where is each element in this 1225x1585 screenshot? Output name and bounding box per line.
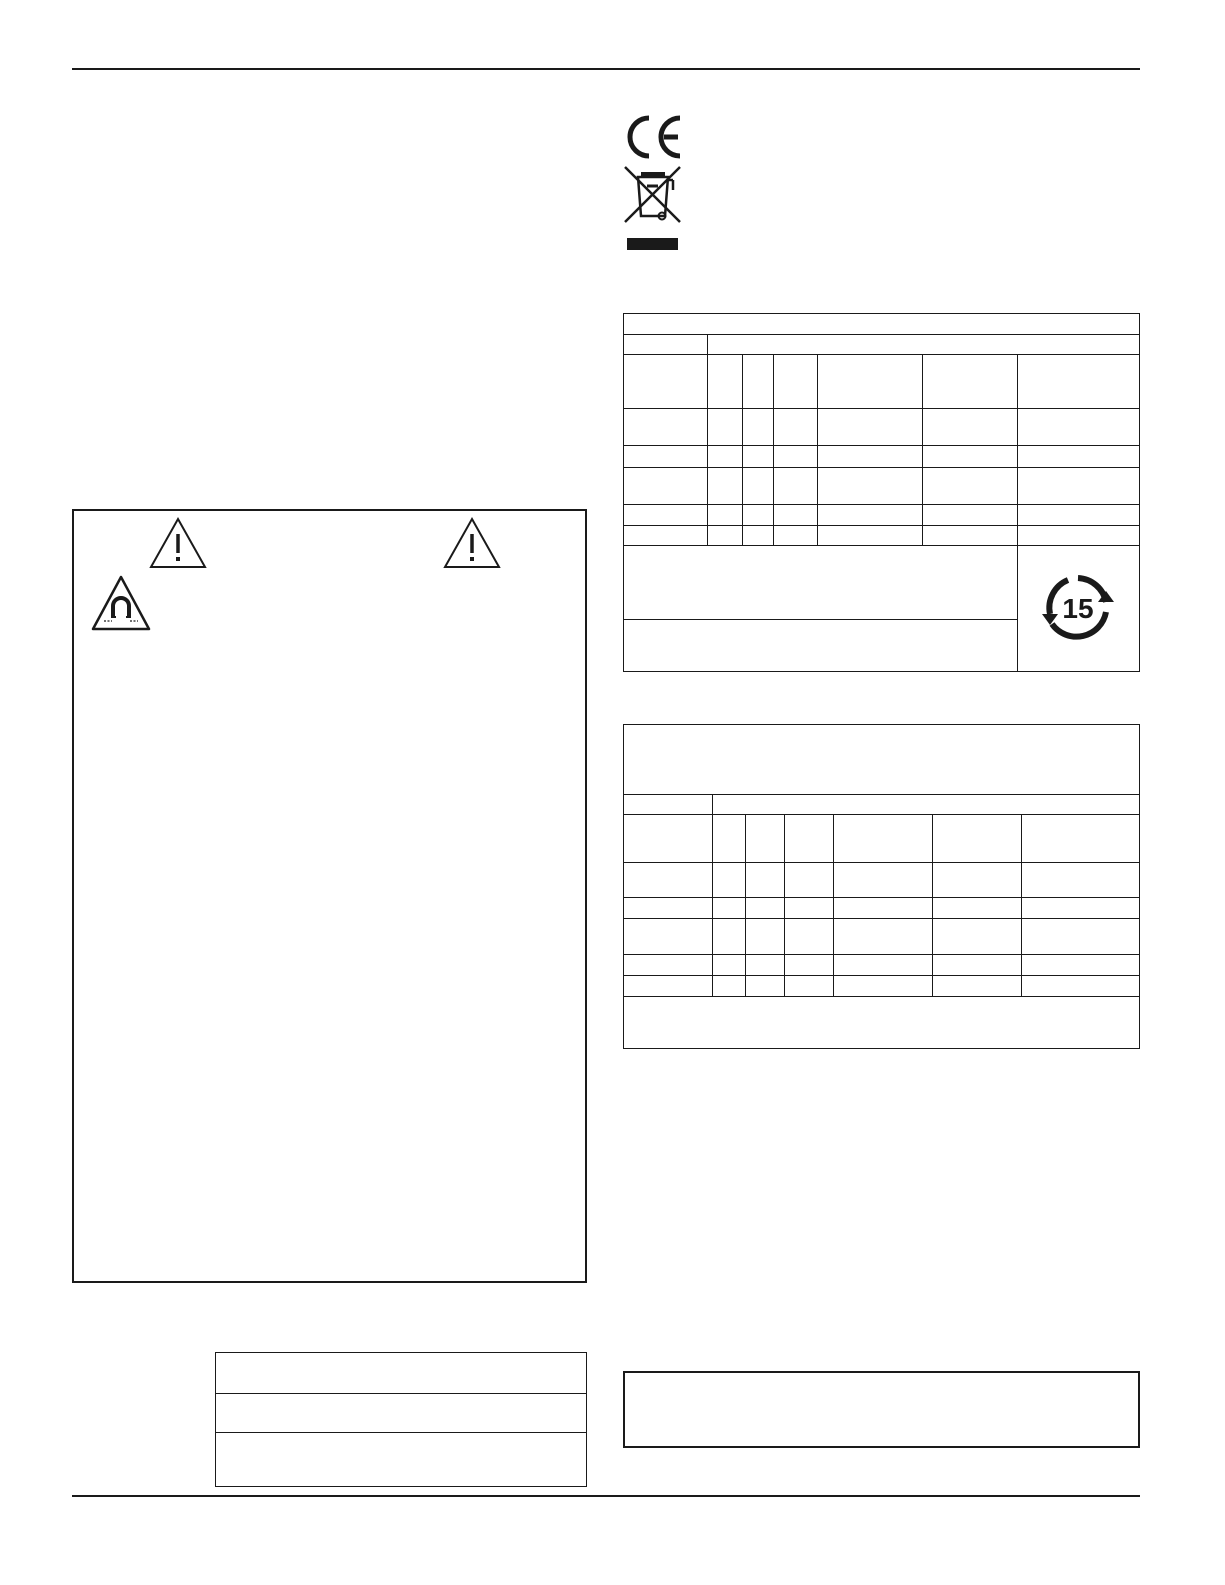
table-line bbox=[623, 525, 1140, 526]
table-line bbox=[623, 354, 1140, 355]
table-line bbox=[623, 467, 1140, 468]
crossed-out-wheelie-bin-icon bbox=[622, 164, 684, 252]
table-line bbox=[623, 918, 1140, 919]
table-line bbox=[922, 354, 923, 545]
table-line bbox=[623, 408, 1140, 409]
notice-box bbox=[623, 1371, 1140, 1448]
table-line bbox=[712, 794, 713, 996]
table-line bbox=[833, 814, 834, 996]
table-line bbox=[1017, 354, 1018, 672]
table-line bbox=[623, 619, 1018, 620]
table-line bbox=[623, 862, 1140, 863]
table-line bbox=[932, 814, 933, 996]
table-line bbox=[623, 814, 1140, 815]
table-line bbox=[623, 897, 1140, 898]
table-line bbox=[623, 334, 1140, 335]
table-line bbox=[623, 996, 1140, 997]
table-line bbox=[707, 334, 708, 545]
table-divider bbox=[215, 1432, 587, 1433]
efup-number: 15 bbox=[1062, 593, 1094, 624]
table-line bbox=[784, 814, 785, 996]
hazardous-substances-table-2 bbox=[623, 724, 1140, 1049]
table-line bbox=[742, 354, 743, 545]
table-line bbox=[623, 794, 1140, 795]
efup-15-logo-icon bbox=[1040, 572, 1116, 644]
table-line bbox=[623, 954, 1140, 955]
table-line bbox=[623, 445, 1140, 446]
info-table-left bbox=[215, 1352, 587, 1487]
table-line bbox=[817, 354, 818, 545]
table-line bbox=[623, 975, 1140, 976]
table-line bbox=[773, 354, 774, 545]
warning-triangle-icon bbox=[148, 516, 208, 570]
ce-mark-icon bbox=[622, 114, 684, 160]
table-line bbox=[623, 504, 1140, 505]
top-rule bbox=[72, 68, 1140, 70]
table-divider bbox=[215, 1393, 587, 1394]
warning-triangle-icon bbox=[442, 516, 502, 570]
table-line bbox=[1021, 814, 1022, 996]
bottom-rule bbox=[72, 1495, 1140, 1497]
table-line bbox=[745, 814, 746, 996]
magnetic-field-warning-icon bbox=[90, 574, 152, 632]
table-line bbox=[623, 545, 1140, 546]
